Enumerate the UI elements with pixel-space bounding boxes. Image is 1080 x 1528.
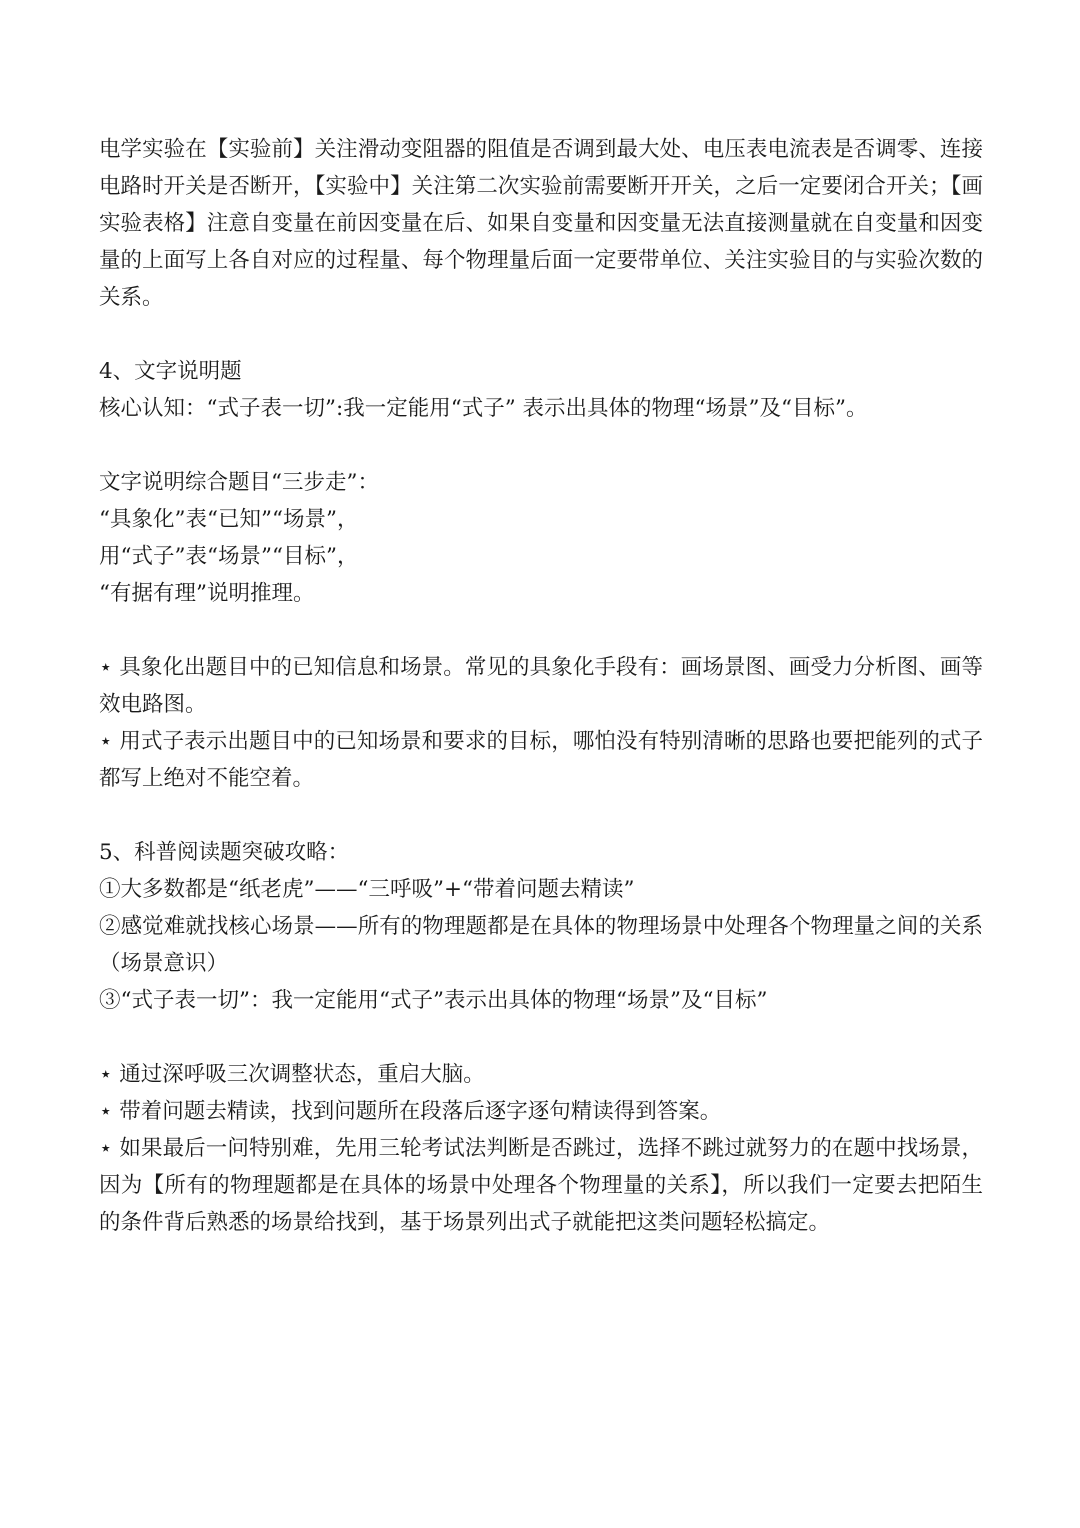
section-4-core-statement: 核心认知：“式子表一切”:我一定能用“式子” 表示出具体的物理“场景”及“目标”。: [99, 396, 868, 421]
step-item: 用“式子”表“场景”“目标”，: [99, 544, 359, 569]
spacer: [99, 1019, 983, 1056]
spacer: [99, 612, 983, 649]
strategy-item: ③“式子表一切”：我一定能用“式子”表示出具体的物理“场景”及“目标”: [99, 988, 768, 1013]
spacer: [99, 797, 983, 834]
step-item: “有据有理”说明推理。: [99, 581, 315, 606]
spacer: [99, 427, 983, 464]
section-5: [99, 834, 983, 1241]
intro-paragraph: 电学实验在【实验前】关注滑动变阻器的阻值是否调到最大处、电压表电流表是否调零、连接电路时开关是否断开，【实验中】关注第二次实验前需要断开开关，之后一定要闭合开关；【画实验表格】注意自变量在前因变量在后、如果自变量和因变量无法直接测量就在自变量和因变量的上面写上各自对应的过程量、每个物理量后面一定要带单位、关注实验目的与实验次数的关系。: [99, 137, 983, 310]
tip-item: ⋆ 用式子表示出题目中的已知场景和要求的目标，哪怕没有特别清晰的思路也要把能列的式子都写上绝对不能空着。: [99, 729, 983, 791]
strategy-item: ②感觉难就找核心场景——所有的物理题都是在具体的物理场景中处理各个物理量之间的关系（场景意识）: [99, 914, 983, 976]
section-4: [99, 353, 983, 797]
tip-item: ⋆ 如果最后一问特别难，先用三轮考试法判断是否跳过，选择不跳过就努力的在题中找场景，因为【所有的物理题都是在具体的场景中处理各个物理量的关系】，所以我们一定要去把陌生的条件背后熟悉的场景给找到，基于场景列出式子就能把这类问题轻松搞定。: [99, 1136, 983, 1235]
section-4-heading: 4、文字说明题: [99, 359, 242, 384]
step-item: “具象化”表“已知”“场景”，: [99, 507, 359, 532]
spacer: [99, 316, 983, 353]
tip-item: ⋆ 通过深呼吸三次调整状态，重启大脑。: [99, 1062, 485, 1087]
tip-item: ⋆ 具象化出题目中的已知信息和场景。常见的具象化手段有：画场景图、画受力分析图、画等效电路图。: [99, 655, 983, 717]
steps-title: 文字说明综合题目“三步走”：: [99, 470, 379, 495]
document-page: [99, 131, 983, 1241]
strategy-item: ①大多数都是“纸老虎”——“三呼吸”+“带着问题去精读”: [99, 877, 635, 902]
tip-item: ⋆ 带着问题去精读，找到问题所在段落后逐字逐句精读得到答案。: [99, 1099, 722, 1124]
section-5-heading: 5、科普阅读题突破攻略：: [99, 840, 350, 865]
